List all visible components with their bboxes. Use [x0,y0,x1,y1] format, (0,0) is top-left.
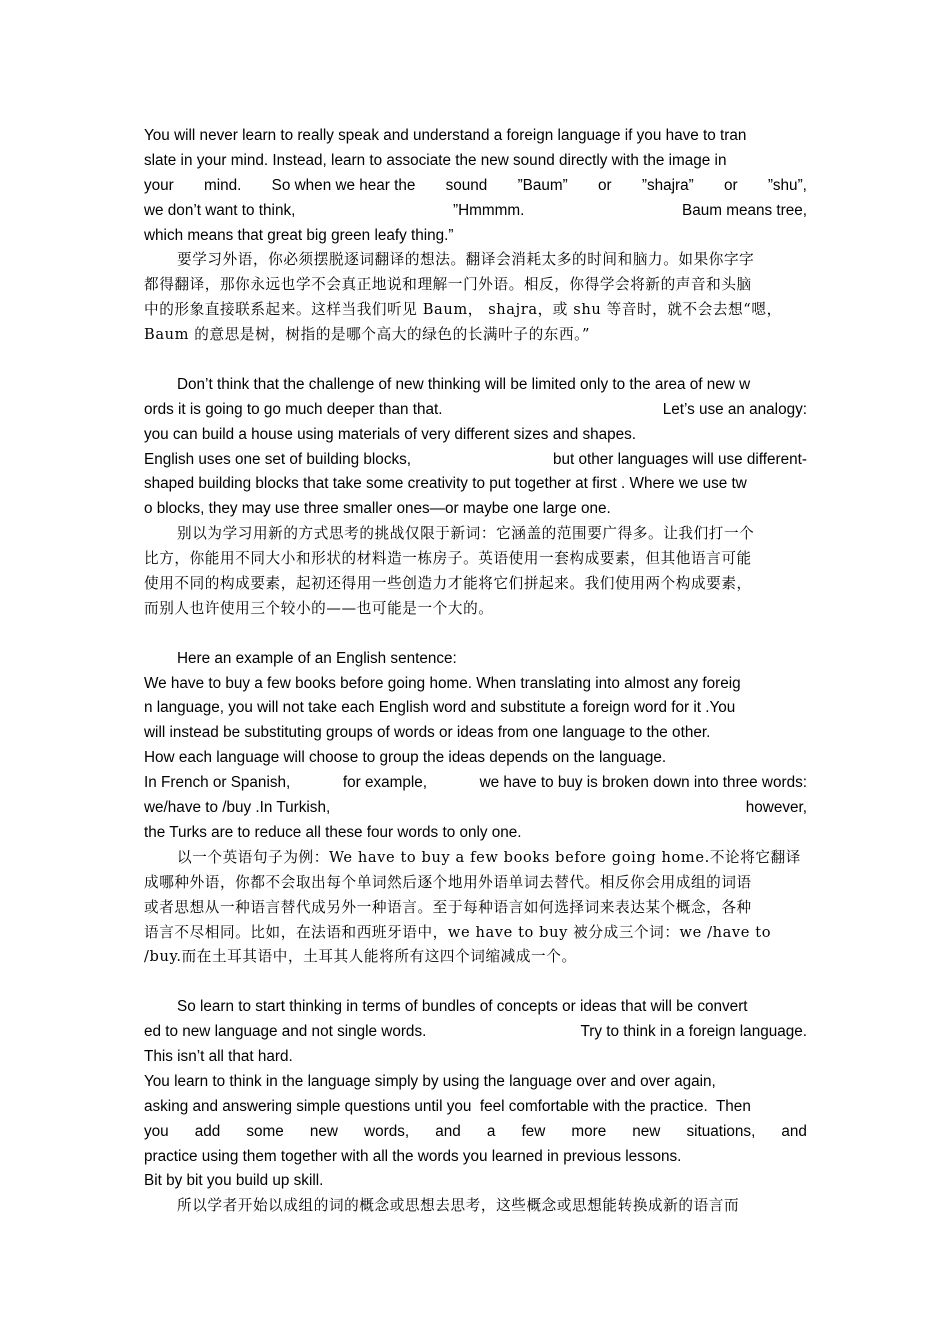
word: we have to buy is broken down into three words: [479,774,807,792]
text-line: You will never learn to really speak and understand a foreign language if you have to tran [144,127,747,144]
paragraph-1-english [144,124,807,248]
text-line-justified [144,174,807,199]
word: ”shajra” [641,176,694,194]
word: Try to think in a foreign language. [580,1023,807,1041]
text-line: Here an example of an English sentence: [177,649,457,667]
paragraph-2-english [144,373,807,522]
text-line: slate in your mind. Instead, learn to associate the new sound directly with the image in [144,151,727,169]
text-line-justified [144,199,807,224]
text-line: This isn’t all that hard. [144,1047,293,1065]
text-line: 比方，你能用不同大小和形状的材料造一栋房子。英语使用一套构成要素，但其他语言可能 [144,550,752,568]
word: mind. [204,176,242,194]
word: however, [745,799,807,817]
word: words, [364,1122,410,1140]
paragraph-4-chinese [144,1194,807,1219]
paragraph-spacer [144,622,807,647]
paragraph-spacer [144,348,807,373]
text-line: 或者思想从一种语言替代成另外一种语言。至于每种语言如何选择词来表达某个概念，各种 [144,898,752,916]
word: your [144,176,174,194]
word: So when we hear the [271,176,416,194]
word: more [571,1122,607,1140]
word: a [486,1122,496,1140]
paragraph-spacer [144,970,807,995]
word: and [435,1122,461,1140]
text-line: Baum 的意思是树，树指的是哪个高大的绿色的长满叶子的东西。” [144,326,591,344]
word: or [723,176,738,194]
text-line: 中的形象直接联系起来。这样当我们听见 Baum， shajra，或 shu 等音时，就不会去想“嗯， [144,301,782,319]
document-page [144,124,807,1219]
paragraph-2-chinese [144,522,807,622]
word: new [632,1122,661,1140]
text-line: o blocks, they may use three smaller ones—or maybe one large one. [144,500,611,518]
word: ”shu”, [767,176,807,194]
text-line: practice using them together with all the words you learned in previous lessons. [144,1147,682,1165]
word: but other languages will use different- [553,450,807,468]
word: situations, [686,1122,756,1140]
word: ”Hmmmm. [453,201,525,219]
word: you [144,1122,169,1140]
text-line: 语言不尽相同。比如，在法语和西班牙语中，we have to buy 被分成三个词：we /have to [144,923,772,941]
word: English uses one set of building blocks, [144,450,412,468]
word: Let’s use an analogy: [662,400,807,418]
text-line-justified [144,1020,807,1045]
word: In French or Spanish, [144,774,291,792]
text-line: 成哪种外语，你都不会取出每个单词然后逐个地用外语单词去替代。相反你会用成组的词语 [144,873,752,891]
text-line: 要学习外语，你必须摆脱逐词翻译的想法。翻译会消耗太多的时间和脑力。如果你字字 [177,251,755,269]
text-line: 别以为学习用新的方式思考的挑战仅限于新词：它涵盖的范围要广得多。让我们打一个 [177,525,755,543]
text-line: asking and answering simple questions until you feel comfortable with the practice. Then [144,1097,751,1115]
text-line: 所以学者开始以成组的词的概念或思想去思考，这些概念或思想能转换成新的语言而 [177,1197,740,1215]
paragraph-4-english [144,995,807,1194]
text-line: Bit by bit you build up skill. [144,1172,324,1190]
text-line: 以一个英语句子为例：We have to buy a few books before going home.不论将它翻译 [177,848,802,866]
word: few [521,1122,546,1140]
text-line: the Turks are to reduce all these four words to only one. [144,823,522,841]
text-line: shaped building blocks that take some creativity to put together at first . Where we use tw [144,475,747,493]
text-line: 都得翻译，那你永远也学不会真正地说和理解一门外语。相反，你得学会将新的声音和头脑 [144,276,752,294]
word: Baum means tree, [682,201,807,219]
word: we don’t want to think, [144,201,296,219]
word: we/have to /buy .In Turkish, [144,799,331,817]
text-line: you can build a house using materials of very different sizes and shapes. [144,425,637,443]
word: some [246,1122,284,1140]
text-line-justified [144,448,807,473]
word: ed to new language and not single words. [144,1023,427,1041]
paragraph-3-chinese [144,846,807,970]
word: and [781,1122,807,1140]
text-line: You learn to think in the language simply by using the language over and over again, [144,1072,716,1090]
text-line: /buy.而在土耳其语中，土耳其人能将所有这四个词缩减成一个。 [144,948,577,966]
text-line: Don’t think that the challenge of new thinking will be limited only to the area of new w [177,375,751,393]
word: sound [445,176,488,194]
text-line: n language, you will not take each English word and substitute a foreign word for it .You [144,699,736,717]
text-line-justified [144,771,807,796]
word: ords it is going to go much deeper than that. [144,400,443,418]
text-line: 使用不同的构成要素，起初还得用一些创造力才能将它们拼起来。我们使用两个构成要素， [144,575,752,593]
text-line: How each language will choose to group the ideas depends on the language. [144,749,667,767]
text-line: which means that great big green leafy thing.” [144,226,454,244]
text-line: We have to buy a few books before going home. When translating into almost any foreig [144,674,741,692]
text-line-justified [144,796,807,821]
word: add [194,1122,221,1140]
paragraph-3-english [144,647,807,846]
text-line-justified [144,398,807,423]
text-line: So learn to start thinking in terms of bundles of concepts or ideas that will be convert [177,998,748,1016]
word: ”Baum” [517,176,568,194]
text-line-justified [144,1120,807,1145]
word: or [597,176,612,194]
word: for example, [342,774,428,792]
text-line: will instead be substituting groups of words or ideas from one language to the other. [144,724,711,742]
text-line: 而别人也许使用三个较小的——也可能是一个大的。 [144,599,494,617]
word: new [309,1122,338,1140]
paragraph-1-chinese [144,248,807,348]
